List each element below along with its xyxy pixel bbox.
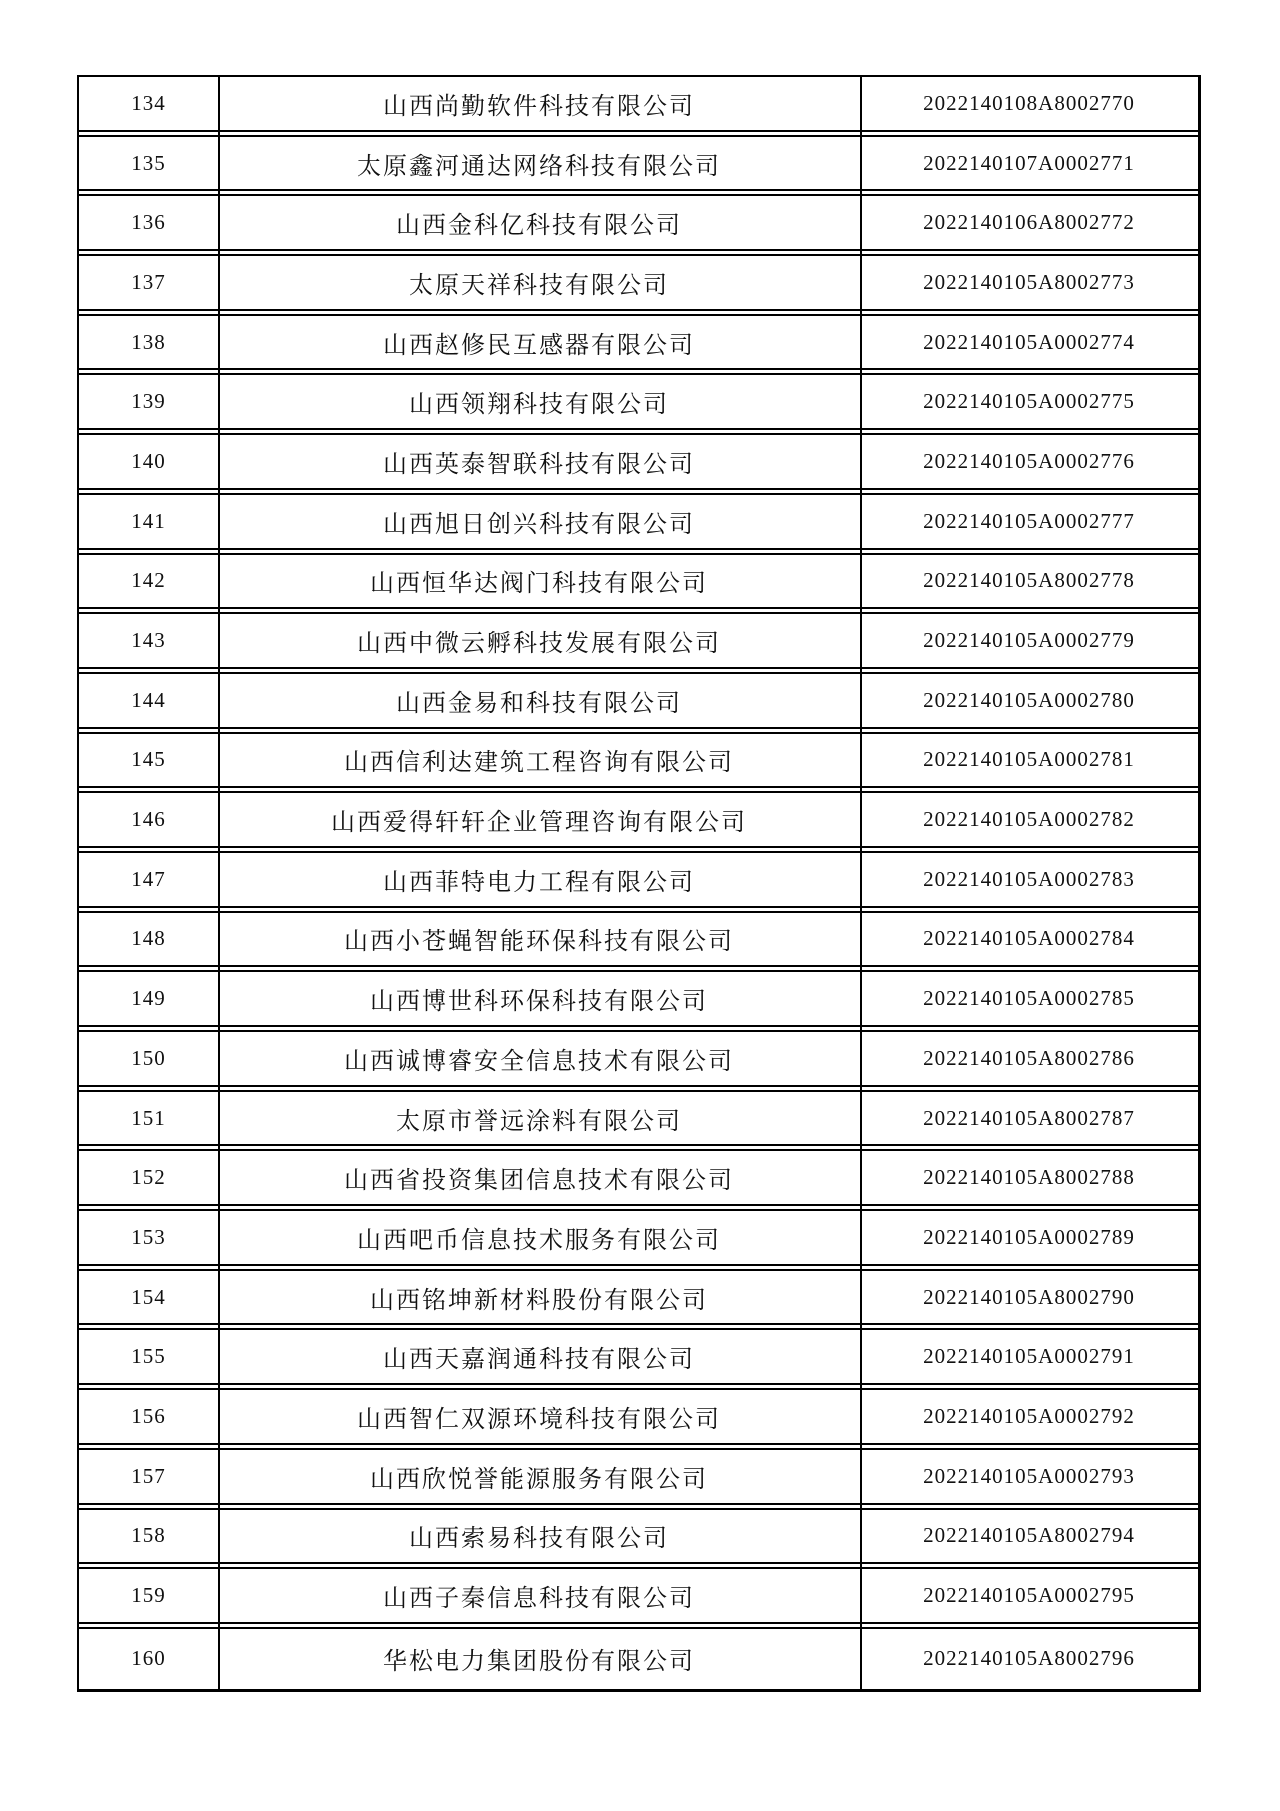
row-number-cell: 159	[131, 1583, 166, 1608]
credit-code-cell: 2022140105A8002788	[923, 1165, 1135, 1190]
company-registry-table	[77, 75, 1201, 1692]
credit-code-cell: 2022140105A0002780	[923, 687, 1135, 712]
row-number-cell: 140	[131, 448, 166, 473]
table-row	[79, 1271, 1198, 1331]
company-name-cell: 山西领翔科技有限公司	[409, 392, 669, 419]
company-name-cell: 山西尚勤软件科技有限公司	[383, 93, 695, 120]
table-row	[79, 674, 1198, 734]
credit-code-cell: 2022140106A8002772	[923, 210, 1135, 235]
row-number-cell: 144	[131, 687, 166, 712]
table-row	[79, 913, 1198, 973]
company-name-cell: 山西铭坤新材料股份有限公司	[370, 1287, 708, 1314]
credit-code-cell: 2022140105A0002779	[923, 628, 1135, 653]
company-name-cell: 山西吧币信息技术服务有限公司	[357, 1227, 721, 1254]
credit-code-cell: 2022140105A0002784	[923, 926, 1135, 951]
company-name-cell: 山西旭日创兴科技有限公司	[383, 511, 695, 538]
credit-code-cell: 2022140105A8002794	[923, 1523, 1135, 1548]
row-number-cell: 152	[131, 1165, 166, 1190]
table-row	[79, 1151, 1198, 1211]
table-row	[79, 495, 1198, 555]
table-row	[79, 1450, 1198, 1510]
table-row	[79, 137, 1198, 197]
table-row	[79, 1569, 1198, 1629]
credit-code-cell: 2022140105A8002787	[923, 1105, 1135, 1130]
company-name-cell: 山西金科亿科技有限公司	[396, 213, 682, 240]
company-name-cell: 山西爱得轩轩企业管理咨询有限公司	[331, 810, 747, 837]
company-name-cell: 太原市誉远涂料有限公司	[396, 1108, 682, 1135]
table-row	[79, 1211, 1198, 1271]
row-number-cell: 134	[131, 90, 166, 115]
row-number-cell: 160	[131, 1646, 166, 1671]
company-name-cell: 山西博世科环保科技有限公司	[370, 989, 708, 1016]
company-name-cell: 山西省投资集团信息技术有限公司	[344, 1168, 734, 1195]
table-row	[79, 734, 1198, 794]
credit-code-cell: 2022140105A0002776	[923, 448, 1135, 473]
row-number-cell: 142	[131, 568, 166, 593]
table-row	[79, 853, 1198, 913]
company-name-cell: 山西小苍蝇智能环保科技有限公司	[344, 929, 734, 956]
credit-code-cell: 2022140105A8002773	[923, 269, 1135, 294]
credit-code-cell: 2022140105A0002774	[923, 329, 1135, 354]
column-divider	[218, 77, 220, 1689]
company-name-cell: 山西恒华达阀门科技有限公司	[370, 571, 708, 598]
company-name-cell: 山西菲特电力工程有限公司	[383, 869, 695, 896]
table-body	[79, 77, 1198, 1689]
table-row	[79, 375, 1198, 435]
table-row	[79, 1330, 1198, 1390]
table-row	[79, 972, 1198, 1032]
row-number-cell: 141	[131, 508, 166, 533]
table-row	[79, 1032, 1198, 1092]
company-name-cell: 太原天祥科技有限公司	[409, 272, 669, 299]
row-number-cell: 143	[131, 628, 166, 653]
company-name-cell: 山西智仁双源环境科技有限公司	[357, 1406, 721, 1433]
column-divider	[860, 77, 862, 1689]
row-number-cell: 149	[131, 986, 166, 1011]
company-name-cell: 太原鑫河通达网络科技有限公司	[357, 153, 721, 180]
table-row	[79, 435, 1198, 495]
row-number-cell: 146	[131, 807, 166, 832]
row-number-cell: 138	[131, 329, 166, 354]
company-name-cell: 山西天嘉润通科技有限公司	[383, 1347, 695, 1374]
table-row	[79, 77, 1198, 137]
row-number-cell: 145	[131, 747, 166, 772]
company-name-cell: 山西索易科技有限公司	[409, 1526, 669, 1553]
table-row	[79, 555, 1198, 615]
table-row	[79, 793, 1198, 853]
table-row	[79, 1092, 1198, 1152]
credit-code-cell: 2022140105A8002790	[923, 1284, 1135, 1309]
table-row	[79, 316, 1198, 376]
row-number-cell: 147	[131, 866, 166, 891]
row-number-cell: 150	[131, 1045, 166, 1070]
company-name-cell: 山西子秦信息科技有限公司	[383, 1586, 695, 1613]
company-name-cell: 山西中微云孵科技发展有限公司	[357, 631, 721, 658]
row-number-cell: 153	[131, 1224, 166, 1249]
row-number-cell: 148	[131, 926, 166, 951]
company-name-cell: 山西信利达建筑工程咨询有限公司	[344, 750, 734, 777]
row-number-cell: 156	[131, 1403, 166, 1428]
credit-code-cell: 2022140105A0002793	[923, 1463, 1135, 1488]
company-name-cell: 山西赵修民互感器有限公司	[383, 332, 695, 359]
table-row	[79, 1629, 1198, 1689]
table-row	[79, 196, 1198, 256]
row-number-cell: 157	[131, 1463, 166, 1488]
credit-code-cell: 2022140105A8002796	[923, 1646, 1135, 1671]
row-number-cell: 136	[131, 210, 166, 235]
row-number-cell: 151	[131, 1105, 166, 1130]
credit-code-cell: 2022140105A0002795	[923, 1583, 1135, 1608]
credit-code-cell: 2022140105A8002778	[923, 568, 1135, 593]
company-name-cell: 山西金易和科技有限公司	[396, 690, 682, 717]
row-number-cell: 135	[131, 150, 166, 175]
credit-code-cell: 2022140105A0002781	[923, 747, 1135, 772]
row-number-cell: 139	[131, 389, 166, 414]
credit-code-cell: 2022140105A0002791	[923, 1344, 1135, 1369]
row-number-cell: 154	[131, 1284, 166, 1309]
company-name-cell: 山西诚博睿安全信息技术有限公司	[344, 1048, 734, 1075]
company-name-cell: 华松电力集团股份有限公司	[383, 1649, 695, 1676]
credit-code-cell: 2022140105A0002783	[923, 866, 1135, 891]
credit-code-cell: 2022140105A0002782	[923, 807, 1135, 832]
credit-code-cell: 2022140105A0002777	[923, 508, 1135, 533]
company-name-cell: 山西英泰智联科技有限公司	[383, 451, 695, 478]
table-row	[79, 1390, 1198, 1450]
credit-code-cell: 2022140107A0002771	[923, 150, 1135, 175]
table-row	[79, 1510, 1198, 1570]
credit-code-cell: 2022140108A8002770	[923, 90, 1135, 115]
row-number-cell: 158	[131, 1523, 166, 1548]
credit-code-cell: 2022140105A0002792	[923, 1403, 1135, 1428]
table-row	[79, 256, 1198, 316]
credit-code-cell: 2022140105A0002789	[923, 1224, 1135, 1249]
row-number-cell: 155	[131, 1344, 166, 1369]
credit-code-cell: 2022140105A0002785	[923, 986, 1135, 1011]
row-number-cell: 137	[131, 269, 166, 294]
credit-code-cell: 2022140105A0002775	[923, 389, 1135, 414]
table-row	[79, 614, 1198, 674]
credit-code-cell: 2022140105A8002786	[923, 1045, 1135, 1070]
company-name-cell: 山西欣悦誉能源服务有限公司	[370, 1466, 708, 1493]
